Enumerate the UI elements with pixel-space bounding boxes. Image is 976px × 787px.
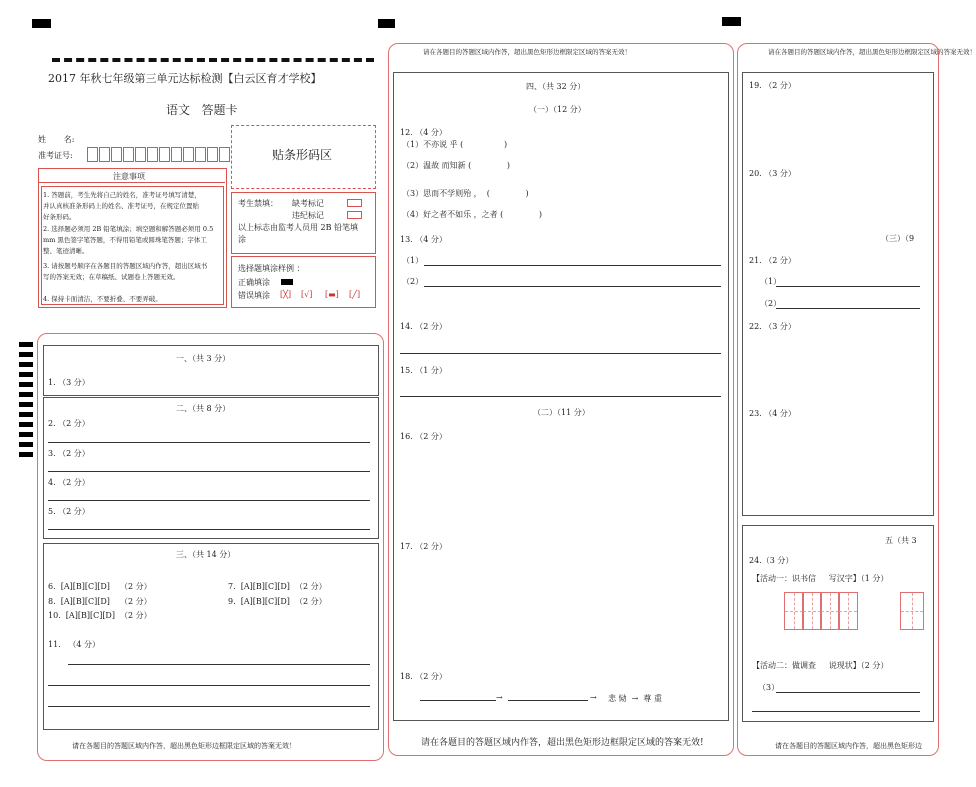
q18-label: 18. （2 分） [400,672,447,681]
q4-label: 4. （2 分） [48,478,90,487]
mc-q6[interactable]: 6. [A][B][C][D] （2 分） [48,582,152,591]
activity-1-label: 【活动一：识书信 写汉字】（1 分） [752,574,889,583]
mc-q9[interactable]: 9. [A][B][C][D] （2 分） [228,597,327,606]
answer-line[interactable] [508,700,588,701]
answer-line[interactable] [48,471,370,472]
footer-note: 请在各题目的答题区域内作答，超出黑色矩形边框限定区域的答案无效! [421,738,704,748]
writing-grid-cell[interactable] [820,592,840,630]
wrong-fill-sample: [╱] [349,290,361,299]
fill-example-title: 选择题填涂样例 ： [238,264,305,273]
q13-item-2: （2） [402,277,424,286]
answer-line[interactable] [752,711,920,712]
barcode-label: 贴条形码区 [272,148,333,162]
q12-item-3[interactable]: （3）思而不学则殆 ， ( ) [402,189,529,198]
activity-2-label: 【活动二：做调查 说现状】（2 分） [752,661,889,670]
notice-item: 1. 答题前，考生先将自己的姓名，准考证号填写清楚，并认真核准条形码上的姓名、准考证号，在规定位置贴好条形码。 [43,191,201,221]
q17-label: 17. （2 分） [400,542,447,551]
q12-item-4[interactable]: （4）好之者不如乐 ，之者 ( ) [402,210,543,219]
answer-line[interactable] [424,286,721,287]
q20-label: 20. （3 分） [749,169,796,178]
arrow: → [496,693,503,702]
section-2-title: 二、（共 8 分） [176,404,231,413]
q13-label: 13. （4 分） [400,235,447,244]
writing-grid-cell[interactable] [838,592,858,630]
violation-label: 违纪标记 [292,211,324,220]
answer-line[interactable] [420,700,496,701]
writing-grid-cell[interactable] [802,592,822,630]
q16-label: 16. （2 分） [400,432,447,441]
wrong-fill-label: 错误填涂 [238,291,270,300]
absent-checkbox[interactable] [347,199,362,207]
prohibit-label: 考生禁填： [238,199,278,208]
alignment-mark [722,17,741,26]
card-subtitle: 语文 答题卡 [166,103,238,117]
q14-label: 14. （2 分） [400,322,447,331]
alignment-mark [378,19,395,28]
q23-label: 23. （4 分） [749,409,796,418]
section-2-box [43,397,379,539]
q18-tail: 悲 恸 → 尊 重 [608,694,662,703]
q19-label: 19. （2 分） [749,81,796,90]
footer-note: 请在各题目的答题区域内作答，超出黑色矩形边框限定区域的答案无效！ [72,742,296,750]
wrong-fill-sample: [√] [301,290,313,299]
notice-title: 注意事项 [113,172,145,181]
section-3-box [43,543,379,730]
q24-3-label: （3） [758,683,780,692]
section-1-title: 一、（共 3 分） [176,354,231,363]
exam-title: 2017 年秋七年级第三单元达标检测【白云区育才学校】 [48,72,322,85]
q3-label: 3. （2 分） [48,449,90,458]
answer-line[interactable] [48,442,370,443]
q12-label: 12. （4 分） [400,128,447,137]
tear-line [52,58,374,62]
q11-label: 11. （4 分） [48,640,100,649]
notice-item: 4. 保持卡面清洁，不要折叠、不要弄破。 [43,295,162,303]
answer-line[interactable] [776,308,920,309]
mc-q8[interactable]: 8. [A][B][C][D] （2 分） [48,597,152,606]
flags-note: 以上标志由监考人员用 2B 铅笔填涂 [238,223,359,244]
answer-line[interactable] [68,664,370,665]
q22-label: 22. （3 分） [749,322,796,331]
q13-item-1: （1） [402,256,424,265]
section-5-title: 五（共 3 [885,536,917,545]
answer-line[interactable] [48,685,370,686]
q21-item-2: （2） [760,299,782,308]
notice-item: 2. 选择题必须用 2B 铅笔填涂；填空题和解答题必须用 0.5 mm 黑色签字笔答题，不得用铅笔或圆珠笔答题；字体工整、笔迹清晰。 [43,225,214,255]
answer-line[interactable] [48,706,370,707]
timing-marks [19,342,33,464]
id-label: 准考证号: [38,151,73,160]
answer-line[interactable] [424,265,721,266]
correct-fill-sample [281,279,293,285]
id-input-cells[interactable] [87,147,231,162]
answer-line[interactable] [776,692,920,693]
q12-item-1[interactable]: （1）不亦说 乎 ( ) [402,140,508,149]
section-4-title: 四、（共 32 分） [526,82,586,91]
answer-line[interactable] [776,286,920,287]
answer-line[interactable] [400,396,721,397]
q21-label: 21. （2 分） [749,256,796,265]
writing-grid-cell[interactable] [784,592,804,630]
absent-label: 缺考标记 [292,199,324,208]
q12-item-2[interactable]: （2）温故 而知新 ( ) [402,161,511,170]
top-note: 请在各题目的答题区域内作答，超出黑色矩形边框限定区域的答案无效！ [768,48,976,56]
q5-label: 5. （2 分） [48,507,90,516]
q21-item-1: （1） [760,277,782,286]
mc-q7[interactable]: 7. [A][B][C][D] （2 分） [228,582,327,591]
wrong-fill-sample: [╳] [280,290,292,299]
correct-fill-label: 正确填涂 [238,278,270,287]
footer-note: 请在各题目的答题区域内作答，超出黑色矩形边 [775,742,922,750]
q2-label: 2. （2 分） [48,419,90,428]
col3-box-top [742,72,934,516]
q15-label: 15. （1 分） [400,366,447,375]
q24-label: 24.（3 分） [749,556,794,565]
q1-label: 1. （3 分） [48,378,90,387]
violation-checkbox[interactable] [347,211,362,219]
wrong-fill-sample: [▬] [325,290,339,299]
part-2-title: （二）（11 分） [533,408,590,417]
part-1-title: （一）（12 分） [529,105,586,114]
mc-q10[interactable]: 10. [A][B][C][D] （2 分） [48,611,152,620]
section-3-title: 三、（共 14 分） [176,550,236,559]
alignment-mark [32,19,51,28]
name-label: 姓 名: [38,135,75,144]
arrow: → [590,693,597,702]
answer-line[interactable] [48,529,370,530]
answer-line[interactable] [400,353,721,354]
part-3-title: （三）（9 [881,234,915,243]
answer-line[interactable] [48,500,370,501]
notice-item: 3. 请按题号顺序在各题目的答题区域内作答，超出区域书写的答案无效；在草稿纸、试题卷上答题无效。 [43,262,208,281]
top-note: 请在各题目的答题区域内作答，超出黑色矩形边框限定区域的答案无效！ [423,48,631,56]
writing-grid-cell[interactable] [900,592,924,630]
